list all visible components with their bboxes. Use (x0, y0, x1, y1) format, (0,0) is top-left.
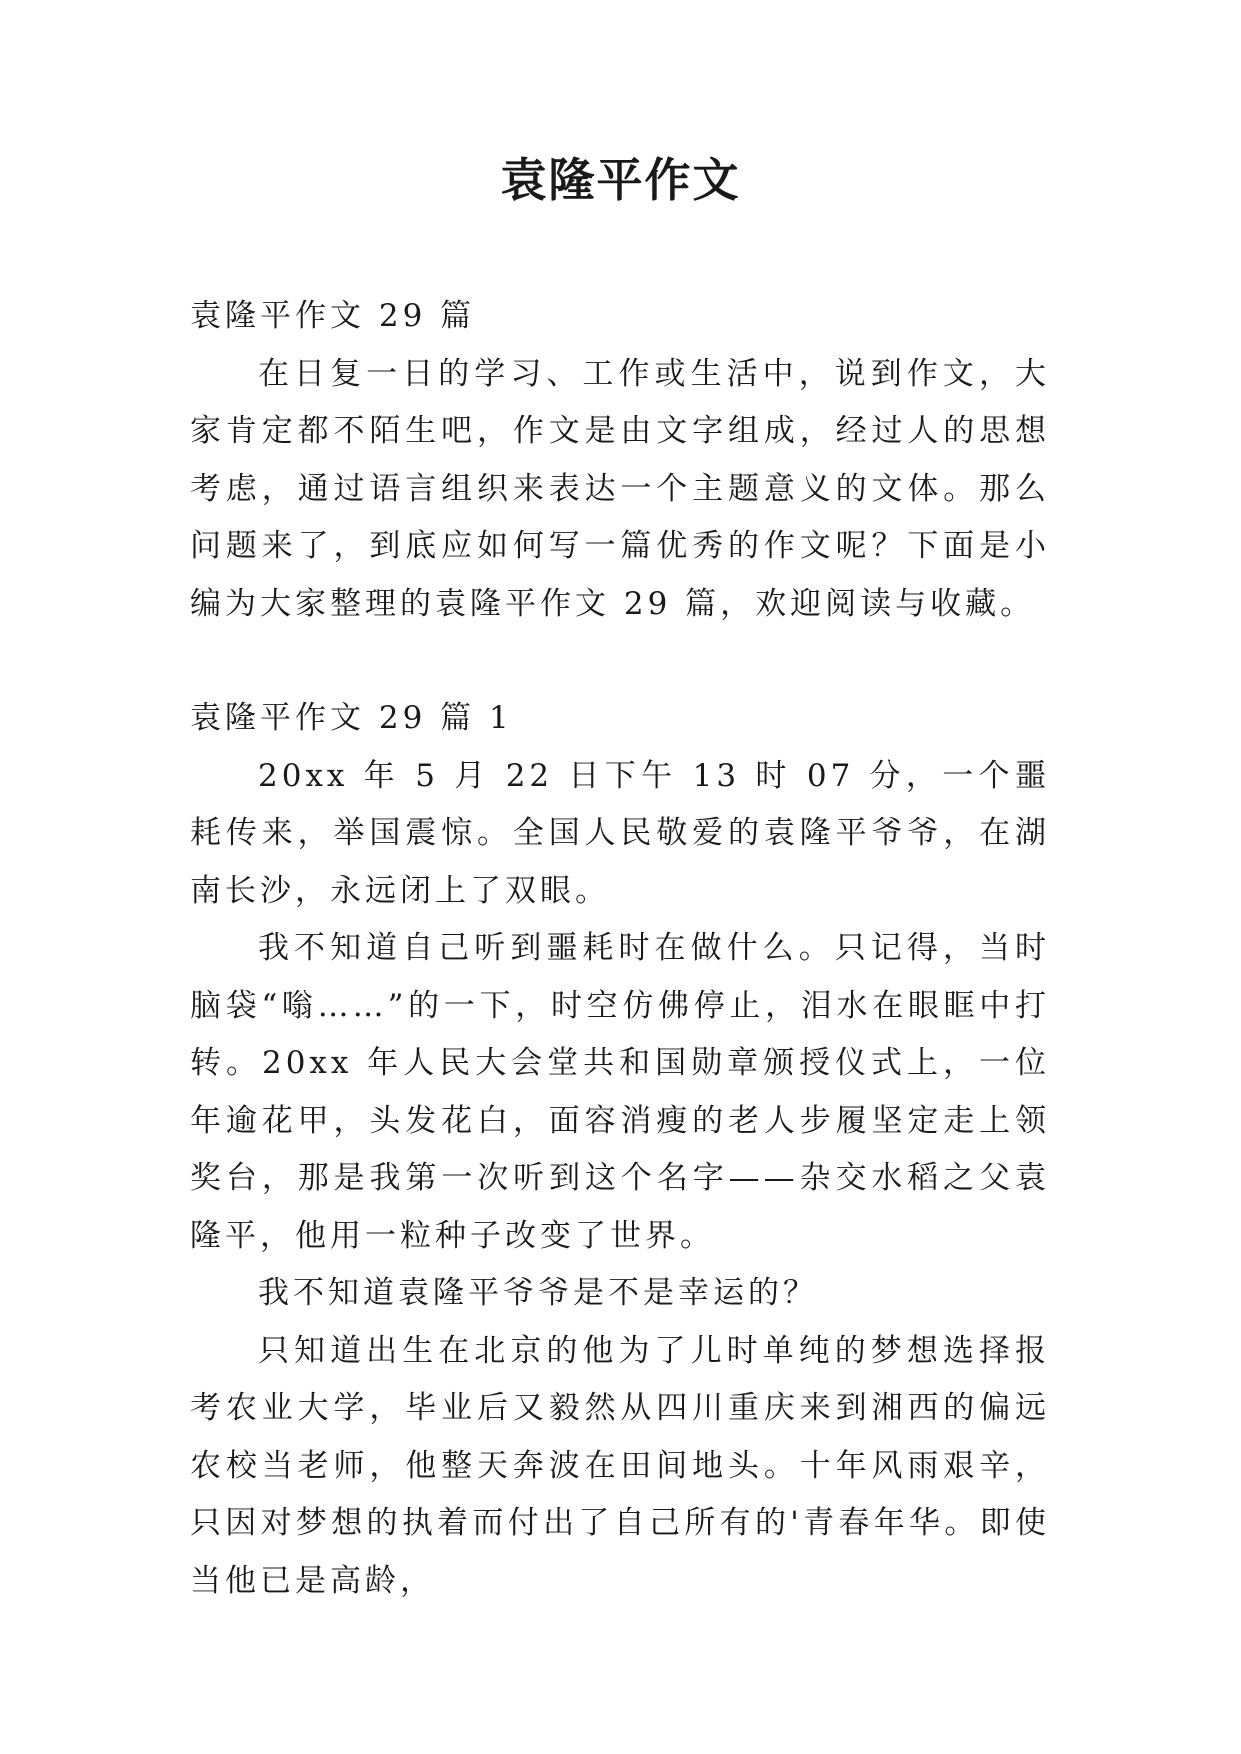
body-paragraph: 我不知道自己听到噩耗时在做什么。只记得，当时脑袋“嗡……”的一下，时空仿佛停止，泪水在眼眶中打转。20xx 年人民大会堂共和国勋章颁授仪式上，一位年逾花甲，头发花白，面容消瘦的老人步履坚定走上领奖台，那是我第一次听到这个名字——杂交水稻之父袁隆平，他用一粒种子改变了世界。 (190, 930, 1050, 1254)
collection-heading: 袁隆平作文 29 篇 (190, 298, 476, 334)
section-heading: 袁隆平作文 29 篇 1 (190, 700, 513, 736)
section-spacer (190, 633, 1050, 690)
document-body (190, 288, 1050, 1610)
intro-paragraph: 在日复一日的学习、工作或生活中，说到作文，大家肯定都不陌生吧，作文是由文字组成，经过人的思想考虑，通过语言组织来表达一个主题意义的文体。那么问题来了，到底应如何写一篇优秀的作文呢？下面是小编为大家整理的袁隆平作文 29 篇，欢迎阅读与收藏。 (190, 355, 1050, 622)
document-title: 袁隆平作文 (500, 153, 741, 207)
body-paragraph: 只知道出生在北京的他为了儿时单纯的梦想选择报考农业大学，毕业后又毅然从四川重庆来到湘西的偏远农校当老师，他整天奔波在田间地头。十年风雨艰辛，只因对梦想的执着而付出了自己所有的'青春年华。即使当他已是高龄， (190, 1332, 1050, 1599)
body-paragraph: 我不知道袁隆平爷爷是不是幸运的？ (258, 1275, 818, 1311)
body-paragraph: 20xx 年 5 月 22 日下午 13 时 07 分，一个噩耗传来，举国震惊。全国人民敬爱的袁隆平爷爷，在湖南长沙，永远闭上了双眼。 (190, 757, 1050, 909)
